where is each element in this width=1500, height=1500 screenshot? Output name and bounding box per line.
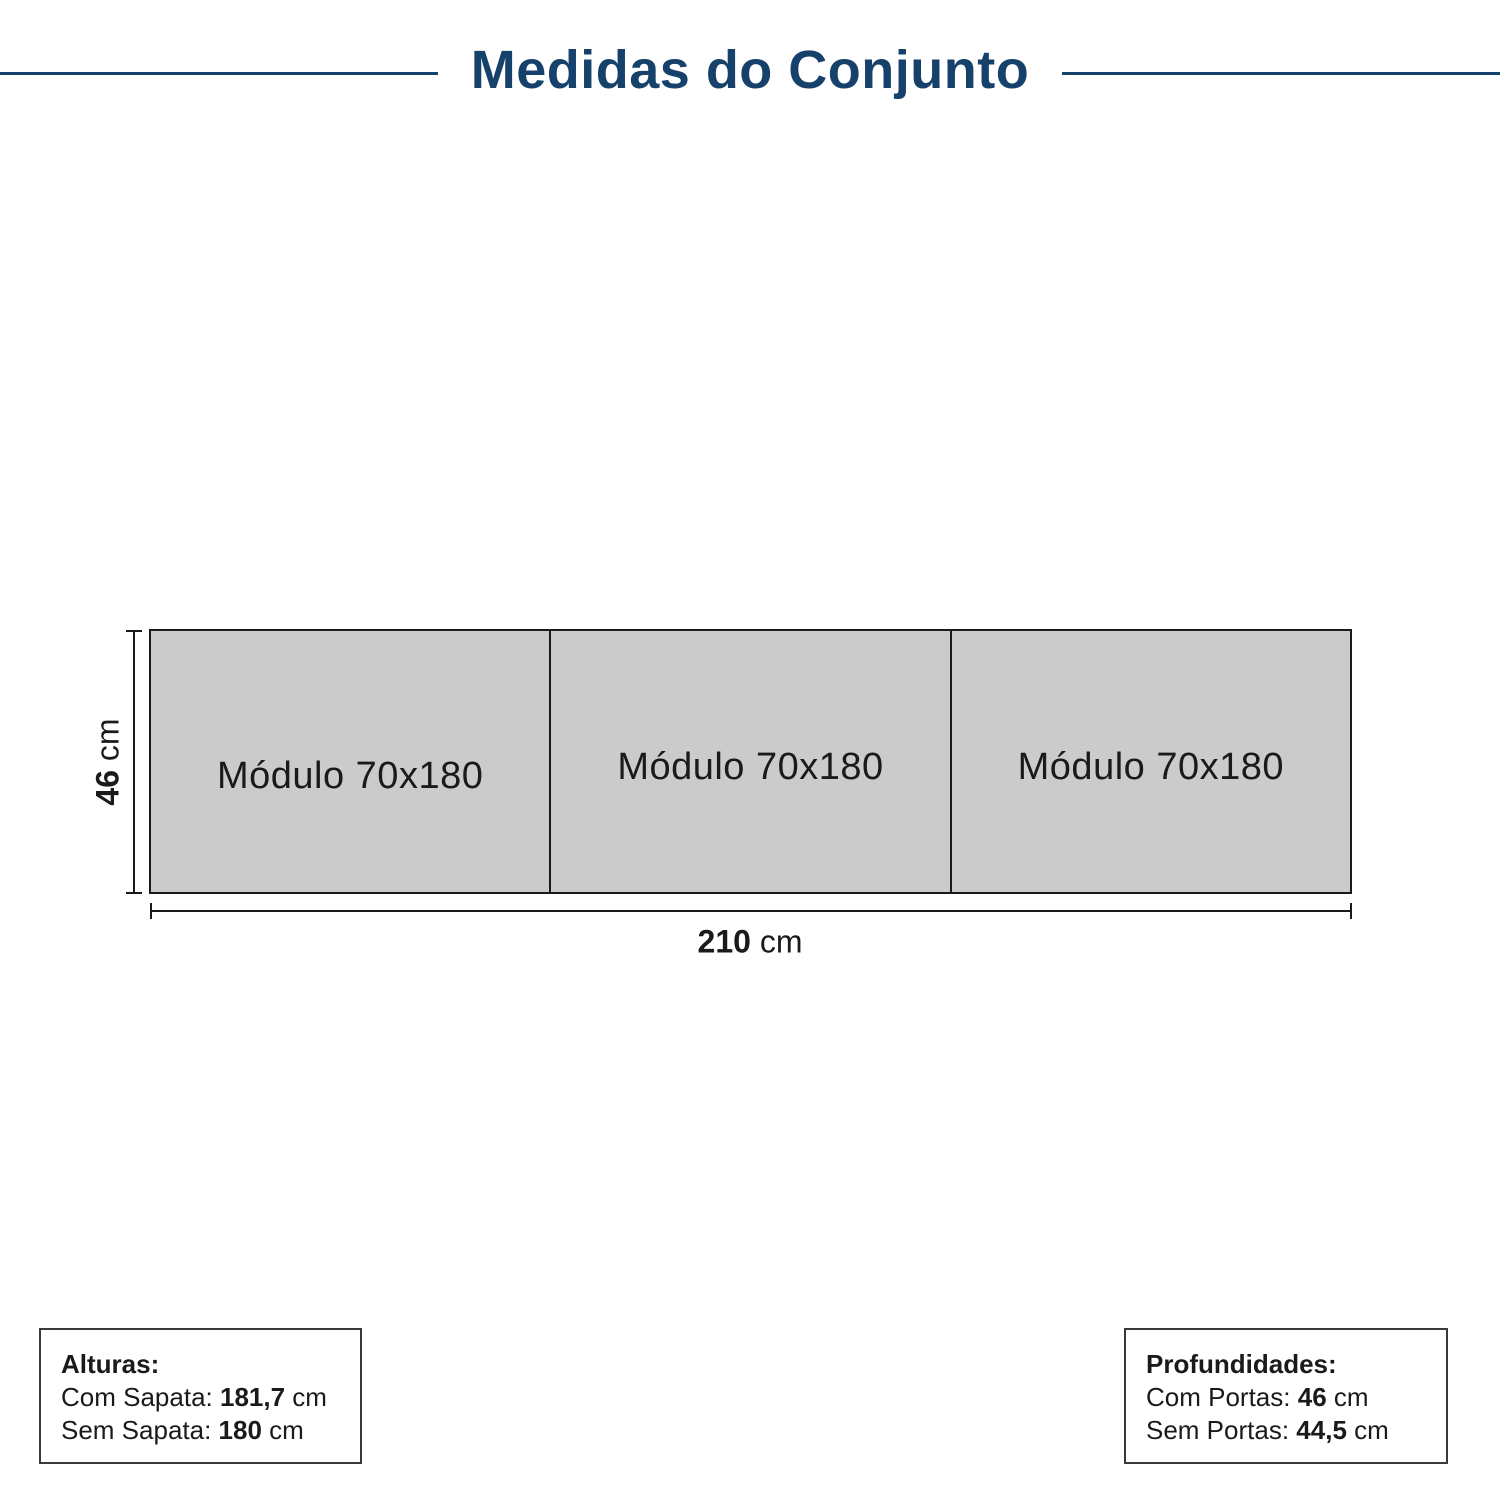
heights-row-with-feet (61, 1381, 340, 1414)
heights-row-without-feet (61, 1414, 340, 1447)
module-label: Módulo 70x180 (617, 746, 884, 788)
row-label: Sem Sapata: (61, 1415, 212, 1445)
heights-box (39, 1328, 362, 1464)
module-label: Módulo 70x180 (1017, 746, 1284, 788)
row-label: Com Sapata: (61, 1382, 213, 1412)
row-unit: cm (269, 1415, 304, 1445)
height-dimension-unit: cm (89, 718, 126, 762)
height-dimension-line (133, 630, 135, 894)
header-rule-left (0, 72, 438, 75)
heights-box-title: Alturas: (61, 1349, 160, 1379)
row-unit: cm (1354, 1415, 1389, 1445)
depths-row-without-doors (1146, 1414, 1426, 1447)
module-3 (952, 631, 1350, 892)
width-dimension-label (698, 924, 803, 961)
depths-row-with-doors (1146, 1381, 1426, 1414)
module-label: Módulo 70x180 (216, 755, 484, 797)
row-unit: cm (1333, 1382, 1369, 1412)
module-2 (551, 631, 951, 892)
row-value: 180 (218, 1415, 262, 1445)
row-unit: cm (292, 1382, 327, 1412)
height-dimension-cap-bottom (126, 892, 142, 894)
row-value: 44,5 (1296, 1415, 1347, 1445)
row-value: 181,7 (219, 1382, 286, 1412)
height-dimension-label (90, 718, 127, 805)
module-1 (151, 631, 551, 892)
depths-box-title: Profundidades: (1146, 1349, 1337, 1379)
modules-layout (149, 629, 1352, 894)
row-label: Com Portas: (1146, 1382, 1291, 1412)
width-dimension-cap-right (1350, 903, 1352, 919)
width-dimension-unit: cm (759, 923, 803, 960)
row-value: 46 (1297, 1382, 1327, 1412)
row-label: Sem Portas: (1146, 1415, 1290, 1445)
width-dimension-value: 210 (697, 923, 751, 960)
page-title: Medidas do Conjunto (470, 40, 1030, 100)
height-dimension-value: 46 (89, 769, 126, 806)
header-rule-right (1062, 72, 1500, 75)
depths-box (1124, 1328, 1448, 1464)
width-dimension-line (150, 910, 1352, 912)
